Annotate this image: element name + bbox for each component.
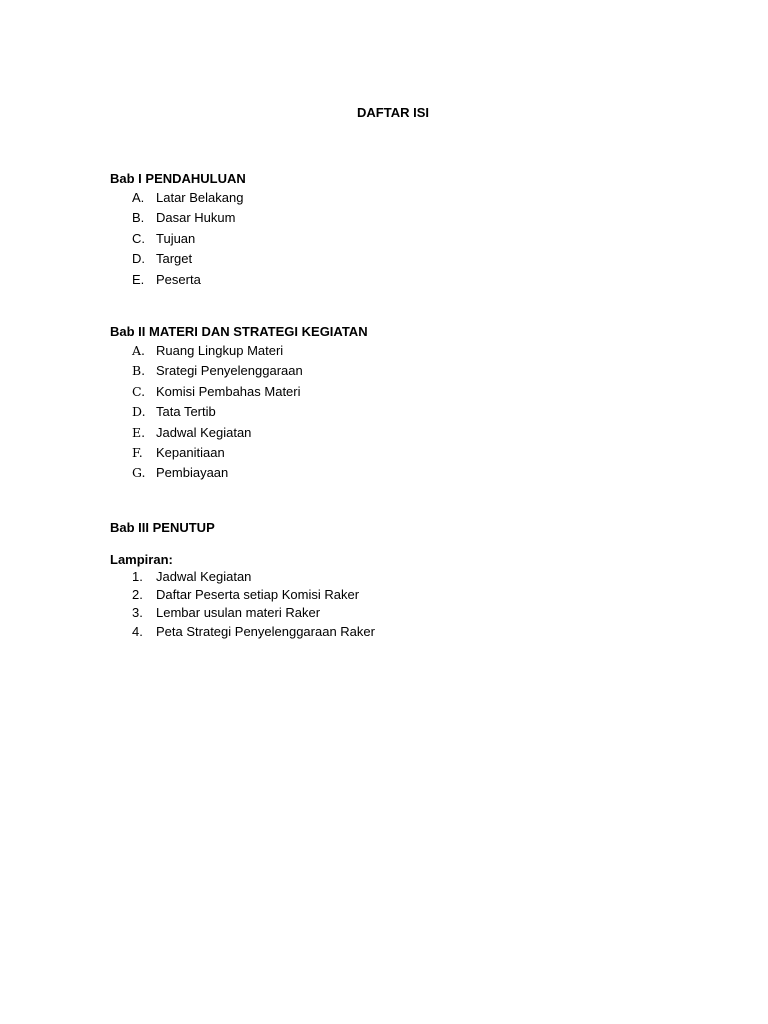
toc-item-label: Srategi Penyelenggaraan bbox=[156, 363, 303, 379]
list-marker: D. bbox=[132, 404, 146, 420]
toc-item bbox=[110, 443, 670, 463]
section-bab-1 bbox=[110, 170, 670, 290]
toc-item bbox=[110, 423, 670, 443]
attachment-item bbox=[110, 623, 670, 641]
list-marker: 4. bbox=[132, 623, 143, 639]
toc-item-label: Ruang Lingkup Materi bbox=[156, 343, 284, 358]
toc-item-label: Latar Belakang bbox=[156, 190, 244, 205]
list-marker: E. bbox=[132, 424, 146, 440]
attachment-item bbox=[110, 604, 670, 622]
section-heading: Lampiran: bbox=[110, 552, 173, 567]
list-marker: C. bbox=[132, 383, 146, 399]
section-heading: Bab I PENDAHULUAN bbox=[110, 171, 246, 186]
toc-item bbox=[110, 249, 670, 269]
toc-item-label: Tujuan bbox=[156, 230, 196, 246]
list-marker: D. bbox=[132, 251, 145, 267]
toc-item bbox=[110, 208, 670, 228]
list-marker: C. bbox=[132, 230, 145, 246]
attachment-item-label: Jadwal Kegiatan bbox=[156, 569, 252, 584]
toc-item bbox=[110, 270, 670, 290]
toc-list bbox=[110, 341, 670, 484]
attachment-item-label: Daftar Peserta setiap Komisi Raker bbox=[156, 587, 360, 603]
list-marker: F. bbox=[132, 444, 143, 460]
toc-item-label: Jadwal Kegiatan bbox=[156, 424, 252, 440]
list-marker: E. bbox=[132, 271, 145, 287]
page-title: DAFTAR ISI bbox=[357, 105, 429, 120]
list-marker: 2. bbox=[132, 587, 143, 603]
toc-item bbox=[110, 341, 670, 361]
toc-item-label: Peserta bbox=[156, 271, 201, 287]
attachment-item-label: Peta Strategi Penyelenggaraan Raker bbox=[156, 623, 375, 639]
list-marker: G. bbox=[132, 465, 146, 481]
toc-list bbox=[110, 188, 670, 290]
attachment-list bbox=[110, 568, 670, 641]
toc-item bbox=[110, 361, 670, 381]
toc-item-label: Dasar Hukum bbox=[156, 210, 236, 226]
section-lampiran bbox=[110, 551, 670, 641]
toc-item-label: Tata Tertib bbox=[156, 404, 216, 420]
attachment-item bbox=[110, 586, 670, 604]
list-marker: B. bbox=[132, 363, 146, 379]
list-marker: A. bbox=[132, 190, 145, 205]
toc-item-label: Pembiayaan bbox=[156, 465, 229, 481]
list-marker: B. bbox=[132, 210, 145, 226]
toc-item bbox=[110, 463, 670, 483]
section-bab-2 bbox=[110, 323, 670, 484]
section-heading: Bab III PENUTUP bbox=[110, 520, 215, 535]
toc-item-label: Komisi Pembahas Materi bbox=[156, 383, 301, 399]
section-heading: Bab II MATERI DAN STRATEGI KEGIATAN bbox=[110, 324, 368, 339]
toc-item bbox=[110, 382, 670, 402]
list-marker: 1. bbox=[132, 569, 143, 584]
section-bab-3 bbox=[110, 519, 670, 536]
attachment-item-label: Lembar usulan materi Raker bbox=[156, 605, 321, 621]
toc-item-label: Kepanitiaan bbox=[156, 444, 225, 460]
list-marker: 3. bbox=[132, 605, 143, 621]
toc-item bbox=[110, 229, 670, 249]
toc-item-label: Target bbox=[156, 251, 193, 267]
toc-item bbox=[110, 188, 670, 208]
attachment-item bbox=[110, 568, 670, 586]
list-marker: A. bbox=[132, 343, 146, 358]
toc-item bbox=[110, 402, 670, 422]
